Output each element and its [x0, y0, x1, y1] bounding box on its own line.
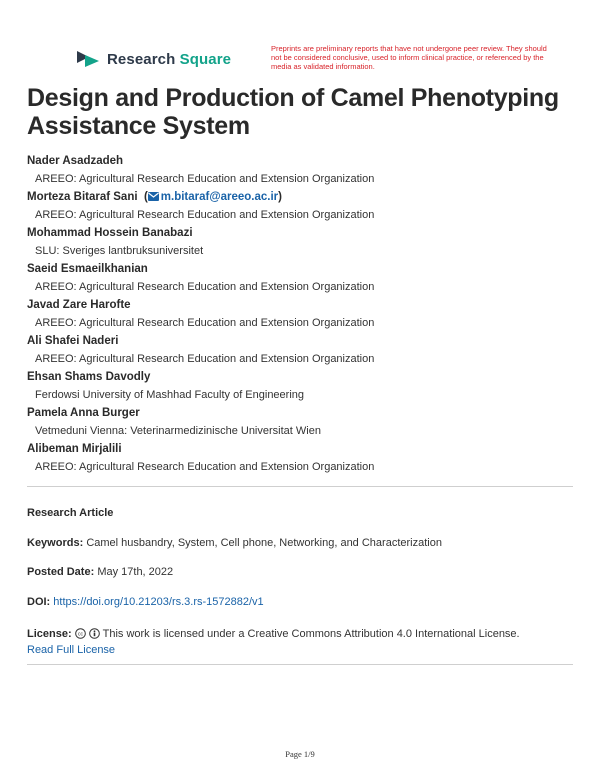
keywords-value: Camel husbandry, System, Cell phone, Networking, and Characterization: [86, 537, 442, 549]
author-affiliation: SLU: Sveriges lantbruksuniversitet: [35, 245, 204, 257]
author-entry: [27, 332, 572, 368]
preprint-notice: Preprints are preliminary reports that have not undergone peer review. They should not be considered conclusive, used to inform clinical practice, or referenced by the media as validated information.: [271, 44, 547, 71]
doi-link[interactable]: https://doi.org/10.21203/rs.3.rs-1572882/v1: [53, 596, 264, 608]
svg-text:cc: cc: [77, 631, 83, 638]
keywords-label: Keywords:: [27, 537, 84, 549]
license-label: License:: [27, 628, 72, 640]
research-square-logo[interactable]: [75, 48, 231, 70]
author-email-link[interactable]: m.bitaraf@areeo.ac.ir: [148, 191, 278, 203]
doi-line: [27, 596, 573, 608]
page-number: Page 1/9: [285, 749, 315, 759]
author-affiliation: AREEO: Agricultural Research Education and Extension Organization: [35, 353, 375, 365]
author-list: [27, 152, 572, 476]
posted-date-value: May 17th, 2022: [97, 566, 174, 578]
author-name: Nader Asadzadeh: [27, 155, 124, 167]
author-name: Ali Shafei Naderi: [27, 335, 119, 347]
license-line: [27, 626, 573, 658]
author-name: Pamela Anna Burger: [27, 407, 140, 419]
author-name: Javad Zare Harofte: [27, 299, 131, 311]
author-entry: [27, 368, 572, 404]
author-entry: [27, 152, 572, 188]
logo-text: Research Square: [107, 50, 232, 68]
author-entry: [27, 440, 572, 476]
attribution-icon: [89, 628, 100, 639]
author-entry: [27, 260, 572, 296]
research-square-logo-icon: [75, 48, 101, 70]
author-affiliation: AREEO: Agricultural Research Education and Extension Organization: [35, 281, 375, 293]
author-affiliation: AREEO: Agricultural Research Education and Extension Organization: [35, 461, 375, 473]
author-affiliation: Vetmeduni Vienna: Veterinarmedizinische Universitat Wien: [35, 425, 321, 437]
author-entry: [27, 188, 572, 224]
doi-label: DOI:: [27, 596, 51, 608]
envelope-icon: [148, 192, 159, 201]
page-header: [75, 44, 545, 74]
article-type: Research Article: [27, 507, 114, 519]
author-entry: [27, 296, 572, 332]
author-affiliation: Ferdowsi University of Mashhad Faculty of Engineering: [35, 389, 305, 401]
author-name: Ehsan Shams Davodly: [27, 371, 151, 383]
author-entry: [27, 224, 572, 260]
posted-date-label: Posted Date:: [27, 566, 95, 578]
author-name: Mohammad Hossein Banabazi: [27, 227, 193, 239]
read-full-license-link[interactable]: Read Full License: [27, 644, 116, 656]
author-entry: [27, 404, 572, 440]
author-name-corresponding: Morteza Bitaraf Sani ( m.bitaraf@areeo.ac.ir): [27, 191, 282, 203]
divider-top: [27, 486, 573, 487]
author-affiliation: AREEO: Agricultural Research Education and Extension Organization: [35, 173, 375, 185]
keywords-line: [27, 537, 573, 549]
author-affiliation: AREEO: Agricultural Research Education and Extension Organization: [35, 209, 375, 221]
divider-bottom: [27, 664, 573, 665]
creative-commons-icon: [75, 628, 86, 639]
paper-title: Design and Production of Camel Phenotyping Assistance System: [27, 84, 559, 140]
author-name: Saeid Esmaeilkhanian: [27, 263, 148, 275]
posted-date-line: [27, 566, 573, 578]
author-name: Alibeman Mirjalili: [27, 443, 122, 455]
author-affiliation: AREEO: Agricultural Research Education and Extension Organization: [35, 317, 375, 329]
license-text: This work is licensed under a Creative Commons Attribution 4.0 International License.: [102, 628, 520, 640]
